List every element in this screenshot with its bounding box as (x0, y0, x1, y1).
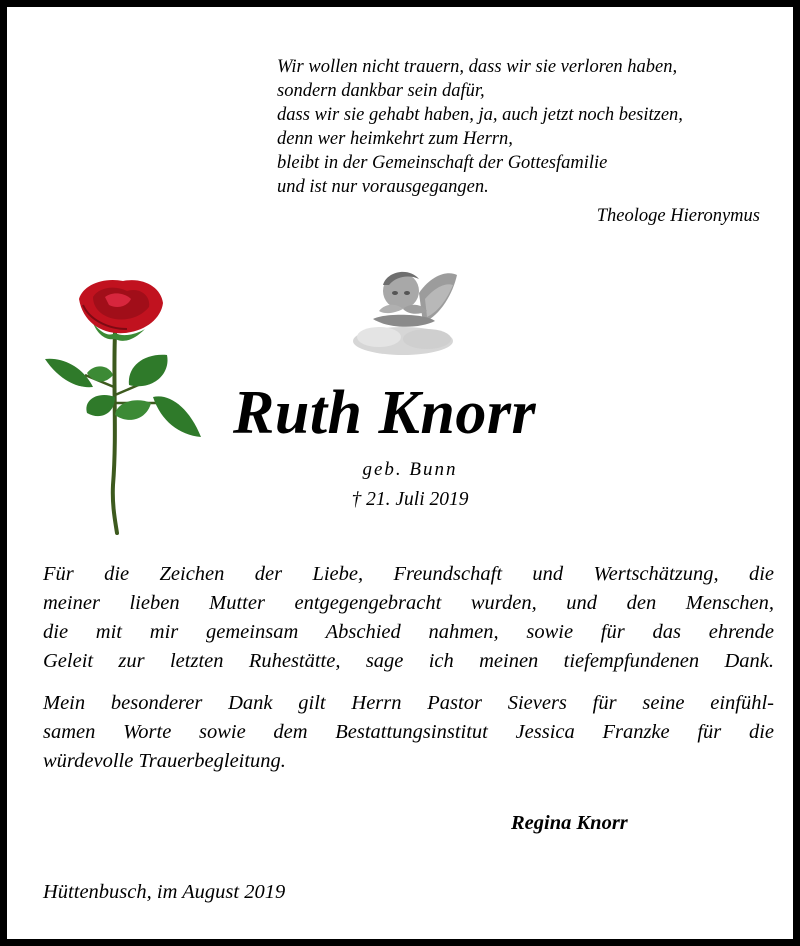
text-line: samen Worte sowie dem Bestattungsinstitut Jessica Franzke für die (43, 721, 774, 743)
quote-line: dass wir sie gehabt haben, ja, auch jetzt noch besitzen, (277, 105, 683, 125)
quote-line: sondern dankbar sein dafür, (277, 81, 485, 101)
memorial-quote (277, 55, 777, 199)
text-line: meiner lieben Mutter entgegengebracht wurden, und den Menschen, (43, 592, 774, 614)
death-date: † 21. Juli 2019 (351, 489, 469, 510)
place-date: Hüttenbusch, im August 2019 (43, 881, 286, 903)
quote-line: und ist nur vorausgegangen. (277, 177, 489, 197)
text-line: Geleit zur letzten Ruhestätte, sage ich meinen tiefempfundenen Dank. (43, 650, 774, 672)
deceased-name: Ruth Knorr (233, 379, 537, 447)
signer-name: Regina Knorr (511, 812, 628, 834)
text-line: Mein besonderer Dank gilt Herrn Pastor Sievers für seine einfühl- (43, 692, 774, 714)
special-thanks-paragraph (43, 689, 774, 776)
birth-name: geb. Bunn (362, 459, 458, 480)
text-line: die mit mir gemeinsam Abschied nahmen, sowie für das ehrende (43, 621, 774, 643)
text-line: Für die Zeichen der Liebe, Freundschaft und Wertschätzung, die (43, 563, 774, 585)
quote-line: bleibt in der Gemeinschaft der Gottesfamilie (277, 153, 608, 173)
quote-line: Wir wollen nicht trauern, dass wir sie verloren haben, (277, 57, 678, 77)
thanks-paragraph (43, 560, 774, 676)
cherub-image (349, 263, 461, 359)
text-line: würdevolle Trauerbegleitung. (43, 750, 286, 772)
quote-line: denn wer heimkehrt zum Herrn, (277, 129, 513, 149)
quote-author: Theologe Hieronymus (596, 206, 760, 226)
